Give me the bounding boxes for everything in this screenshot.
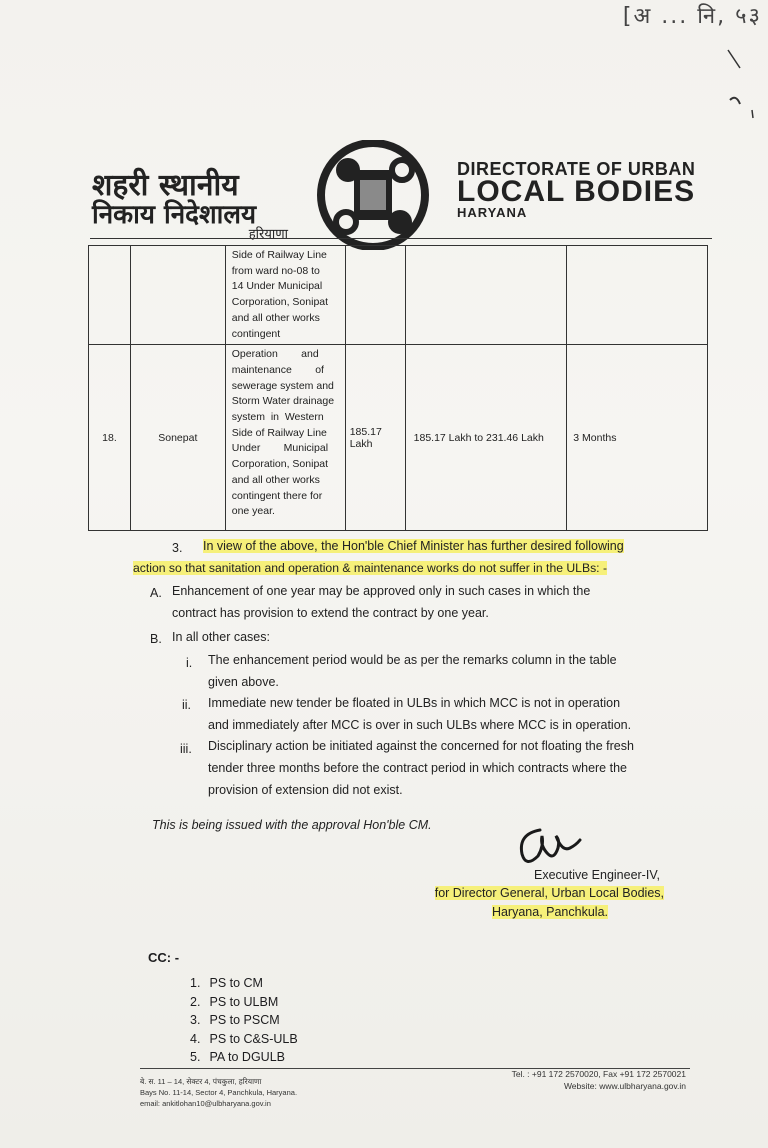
item-b-label: B. bbox=[150, 632, 162, 646]
item-iii-line3: provision of extension did not exist. bbox=[208, 783, 403, 797]
approval-note: This is being issued with the approval Hon'ble CM. bbox=[152, 818, 432, 832]
desc-line: Corporation, Sonipat bbox=[231, 458, 329, 471]
period-cell: 3 Months bbox=[567, 345, 708, 531]
para3-line1: In view of the above, the Hon'ble Chief Minister has further desired following bbox=[203, 539, 624, 553]
item-iii-line2: tender three months before the contract period in which contracts where the bbox=[208, 761, 627, 775]
desc-line: and all other works bbox=[231, 473, 320, 486]
amount-cell bbox=[345, 345, 405, 531]
cc-number: 1. bbox=[190, 976, 201, 990]
hindi-org-name bbox=[92, 170, 302, 242]
list-item bbox=[190, 1030, 298, 1049]
item-ii-line1: Immediate new tender be floated in ULBs in which MCC is not in operation bbox=[208, 696, 621, 710]
cc-number: 5. bbox=[190, 1050, 201, 1064]
cc-recipient: PS to C&S-ULB bbox=[209, 1031, 298, 1046]
cc-recipient: PS to ULBM bbox=[209, 994, 279, 1009]
desc-line: Corporation, Sonipat bbox=[231, 296, 329, 309]
hindi-name-line3: हरियाणा bbox=[248, 227, 288, 242]
header-divider bbox=[90, 238, 712, 239]
cc-title: CC: - bbox=[148, 950, 180, 965]
item-i-line2: given above. bbox=[208, 675, 279, 689]
table-cell bbox=[345, 246, 405, 345]
desc-line: maintenance of bbox=[231, 363, 324, 376]
item-iii-line1: Disciplinary action be initiated against the concerned for not floating the fresh bbox=[208, 739, 634, 753]
signatory-title: Executive Engineer-IV, bbox=[533, 868, 660, 882]
english-name-line3: HARYANA bbox=[457, 205, 528, 220]
cc-list bbox=[190, 974, 298, 1067]
amount-value: 185.17 bbox=[349, 425, 382, 438]
table-cell bbox=[405, 246, 567, 345]
para3-line2: action so that sanitation and operation & maintenance works do not suffer in the ULBs: - bbox=[133, 561, 608, 575]
cc-number: 2. bbox=[190, 994, 201, 1009]
english-name-line1: DIRECTORATE OF URBAN bbox=[457, 159, 696, 179]
desc-line: 14 Under Municipal bbox=[231, 280, 323, 293]
desc-line: Side of Railway Line bbox=[231, 249, 327, 261]
desc-line: sewerage system and bbox=[231, 379, 334, 392]
city-cell: Sonepat bbox=[130, 345, 225, 531]
desc-line: contingent there for bbox=[231, 489, 323, 502]
desc-line: contingent bbox=[231, 327, 281, 340]
desc-line: and all other works bbox=[231, 311, 320, 324]
desc-line: Storm Water drainage bbox=[231, 395, 335, 408]
item-b-line1: In all other cases: bbox=[172, 630, 270, 644]
para-number: 3. bbox=[172, 541, 183, 555]
amount-unit: Lakh bbox=[349, 437, 373, 450]
footer-website: Website: www.ulbharyana.gov.in bbox=[563, 1081, 686, 1091]
table-row bbox=[89, 345, 708, 531]
item-a-line1: Enhancement of one year may be approved only in such cases in which the bbox=[172, 584, 591, 598]
cc-recipient: PS to CM bbox=[209, 976, 263, 990]
item-iii-label: iii. bbox=[180, 742, 192, 756]
table-row bbox=[89, 246, 708, 345]
desc-line: system in Western bbox=[231, 411, 324, 424]
cc-recipient: PA to DGULB bbox=[209, 1050, 285, 1064]
english-name-line2: LOCAL BODIES bbox=[457, 175, 696, 208]
signatory-location-text: Haryana, Panchkula. bbox=[491, 905, 608, 919]
works-table bbox=[88, 245, 708, 531]
table-cell bbox=[89, 246, 131, 345]
signatory-office bbox=[435, 886, 664, 900]
item-ii-line2: and immediately after MCC is over in such ULBs where MCC is in operation. bbox=[208, 718, 632, 732]
table-cell bbox=[567, 246, 708, 345]
list-item bbox=[190, 1011, 298, 1030]
desc-line: Operation and bbox=[231, 348, 319, 361]
footer-address bbox=[140, 1076, 297, 1109]
serial-number-cell: 18. bbox=[89, 345, 131, 531]
range-cell: 185.17 Lakh to 231.46 Lakh bbox=[405, 345, 567, 531]
footer-email: email: ankitlohan10@ulbharyana.gov.in bbox=[140, 1099, 271, 1108]
footer-contact bbox=[512, 1068, 686, 1092]
footer-phone-fax: Tel. : +91 172 2570020, Fax +91 172 2570021 bbox=[511, 1069, 686, 1079]
ulb-logo-icon bbox=[314, 140, 432, 250]
letterhead bbox=[92, 140, 712, 250]
work-description-cell bbox=[225, 345, 345, 531]
signatory-location bbox=[492, 905, 608, 919]
list-item bbox=[190, 974, 298, 993]
pen-marks-icon bbox=[700, 40, 760, 140]
cc-recipient: PS to PSCM bbox=[209, 1013, 280, 1027]
hindi-name-line2: निकाय निदेशालय bbox=[92, 200, 257, 230]
signatory-office-text: for Director General, Urban Local Bodies, bbox=[434, 886, 664, 900]
desc-line: Under Municipal bbox=[231, 442, 329, 455]
item-i-line1: The enhancement period would be as per the remarks column in the table bbox=[208, 653, 617, 667]
desc-line: one year. bbox=[231, 505, 275, 518]
cc-number: 3. bbox=[190, 1013, 201, 1027]
work-description-cell bbox=[225, 246, 345, 345]
item-a-line2: contract has provision to extend the contract by one year. bbox=[172, 606, 489, 620]
english-org-name bbox=[457, 160, 717, 220]
item-i-label: i. bbox=[186, 656, 193, 670]
footer-address-english: Bays No. 11-14, Sector 4, Panchkula, Haryana. bbox=[140, 1088, 298, 1097]
hindi-name-line1: शहरी स्थानीय bbox=[92, 168, 239, 203]
list-item bbox=[190, 1048, 298, 1067]
item-ii-label: ii. bbox=[182, 698, 192, 712]
item-a-label: A. bbox=[150, 586, 162, 600]
table-cell bbox=[130, 246, 225, 345]
desc-line: from ward no-08 to bbox=[231, 264, 320, 277]
footer-address-hindi: बे. स. 11 – 14, सेक्टर 4, पंचकुला, हरियाणा bbox=[140, 1077, 262, 1086]
cc-number: 4. bbox=[190, 1031, 201, 1046]
list-item bbox=[190, 993, 298, 1012]
desc-line: Side of Railway Line bbox=[231, 426, 327, 439]
handwritten-corner-note: [अ ... नि, ५३ bbox=[622, 4, 762, 26]
